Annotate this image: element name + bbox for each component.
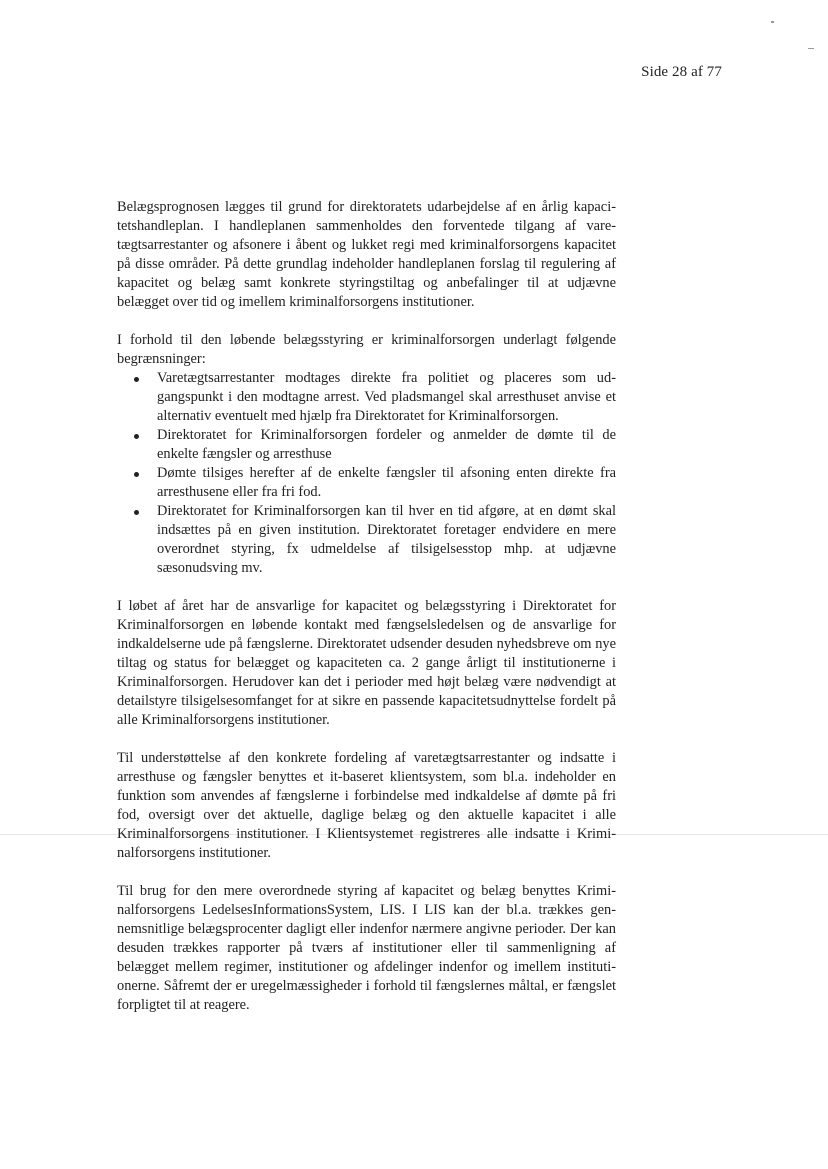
bullet-icon — [134, 510, 139, 515]
list-item-text: Dømte tilsiges herefter af de enkelte fængsler til afsoning enten direkte fra arresthusene eller fra fri fod. — [157, 465, 616, 500]
list-item-text: Direktoratet for Kriminalforsorgen fordeler og anmelder de dømte til de enkelte fængsler og arresthuse — [157, 427, 616, 462]
page-number: Side 28 af 77 — [641, 64, 722, 80]
scan-speck — [771, 21, 774, 23]
paragraph-klientsystem: Til understøttelse af den konkrete fordeling af varetægtsarrestanter og indsatte i arresthuse og fængsler benyttes et it-baseret klientsystem, som bl.a. indeholder en funktion som anvendes af fængslerne i forbindelse med indkaldelse af dømte på fri fod, oversigt over det aktuelle, daglige belæg og den aktuelle kapacitet i alle Kriminalforsorgens institutioner. I Klientsystemet registreres alle indsatte i Kriminalforsorgens institutioner. — [117, 750, 616, 861]
list-item-text: Direktoratet for Kriminalforsorgen kan til hver en tid afgøre, at en dømt skal indsættes på en given institution. Direktoratet foretager endvidere en mere overordnet styring, fx udmeldelse af tilsigelsesstop mhp. at udjævne sæsonudsving mv. — [157, 503, 616, 576]
scan-speck — [808, 48, 814, 49]
document-body — [117, 198, 616, 1034]
bullet-icon — [134, 377, 139, 382]
bullet-icon — [134, 434, 139, 439]
list-item — [117, 426, 616, 464]
list-item-text: Varetægtsarrestanter modtages direkte fra politiet og placeres som udgangspunkt i den modtagne arrest. Ved pladsmangel skal arresthuset anvise et alternativ eventuelt med hjælp fra Direktoratet for Kriminalforsorgen. — [157, 370, 616, 424]
list-item — [117, 464, 616, 502]
paragraph-kontakt: I løbet af året har de ansvarlige for kapacitet og belægsstyring i Direktoratet for Kriminalforsorgen en løbende kontakt med fængselsledelsen og de ansvarlige for indkaldelserne ude på fængslerne. Direktoratet udsender desuden nyhedsbreve om nye tiltag og status for belægget og kapaciteten ca. 2 gange årligt til institutionerne i Kriminalforsorgen. Herudover kan det i perioder med højt belæg være nødvendigt at detailstyre tilsigelsesomfanget for at sikre en passende kapacitetsudnyttelse fordelt på alle Kriminalforsorgens institutioner. — [117, 598, 616, 728]
paragraph-belaegsprognose: Belægsprognosen lægges til grund for direktoratets udarbejdelse af en årlig kapacitetshandleplan. I handleplanen sammenholdes den forventede tilgang af varetægtsarrestanter og afsonere i åbent og lukket regi med kriminalforsorgens kapacitet på disse områder. På dette grundlag indeholder handleplanen forslag til regulering af kapacitet og belæg samt konkrete styringstiltag og anbefalinger til at udjævne belægget over tid og imellem kriminalforsorgens institutioner. — [117, 199, 616, 310]
bullet-icon — [134, 472, 139, 477]
begraensninger-list — [117, 369, 616, 578]
paragraph-lis: Til brug for den mere overordnede styring af kapacitet og belæg benyttes Kriminalforsorgens LedelsesInformationsSystem, LIS. I LIS kan der bl.a. trækkes gennemsnitlige belægsprocenter dagligt eller indenfor nærmere angivne perioder. Der kan desuden trækkes rapporter på tværs af institutioner eller til sammenligning af belægget mellem regimer, institutioner og afdelinger indenfor og imellem institutionerne. Såfremt der er uregelmæssigheder i forhold til fængslernes måltal, er fængslet forpligtet til at reagere. — [117, 883, 616, 1013]
list-item — [117, 369, 616, 426]
list-item — [117, 502, 616, 578]
paragraph-begraensninger-intro: I forhold til den løbende belægsstyring er kriminalforsorgen underlagt følgende begrænsninger: — [117, 332, 616, 367]
